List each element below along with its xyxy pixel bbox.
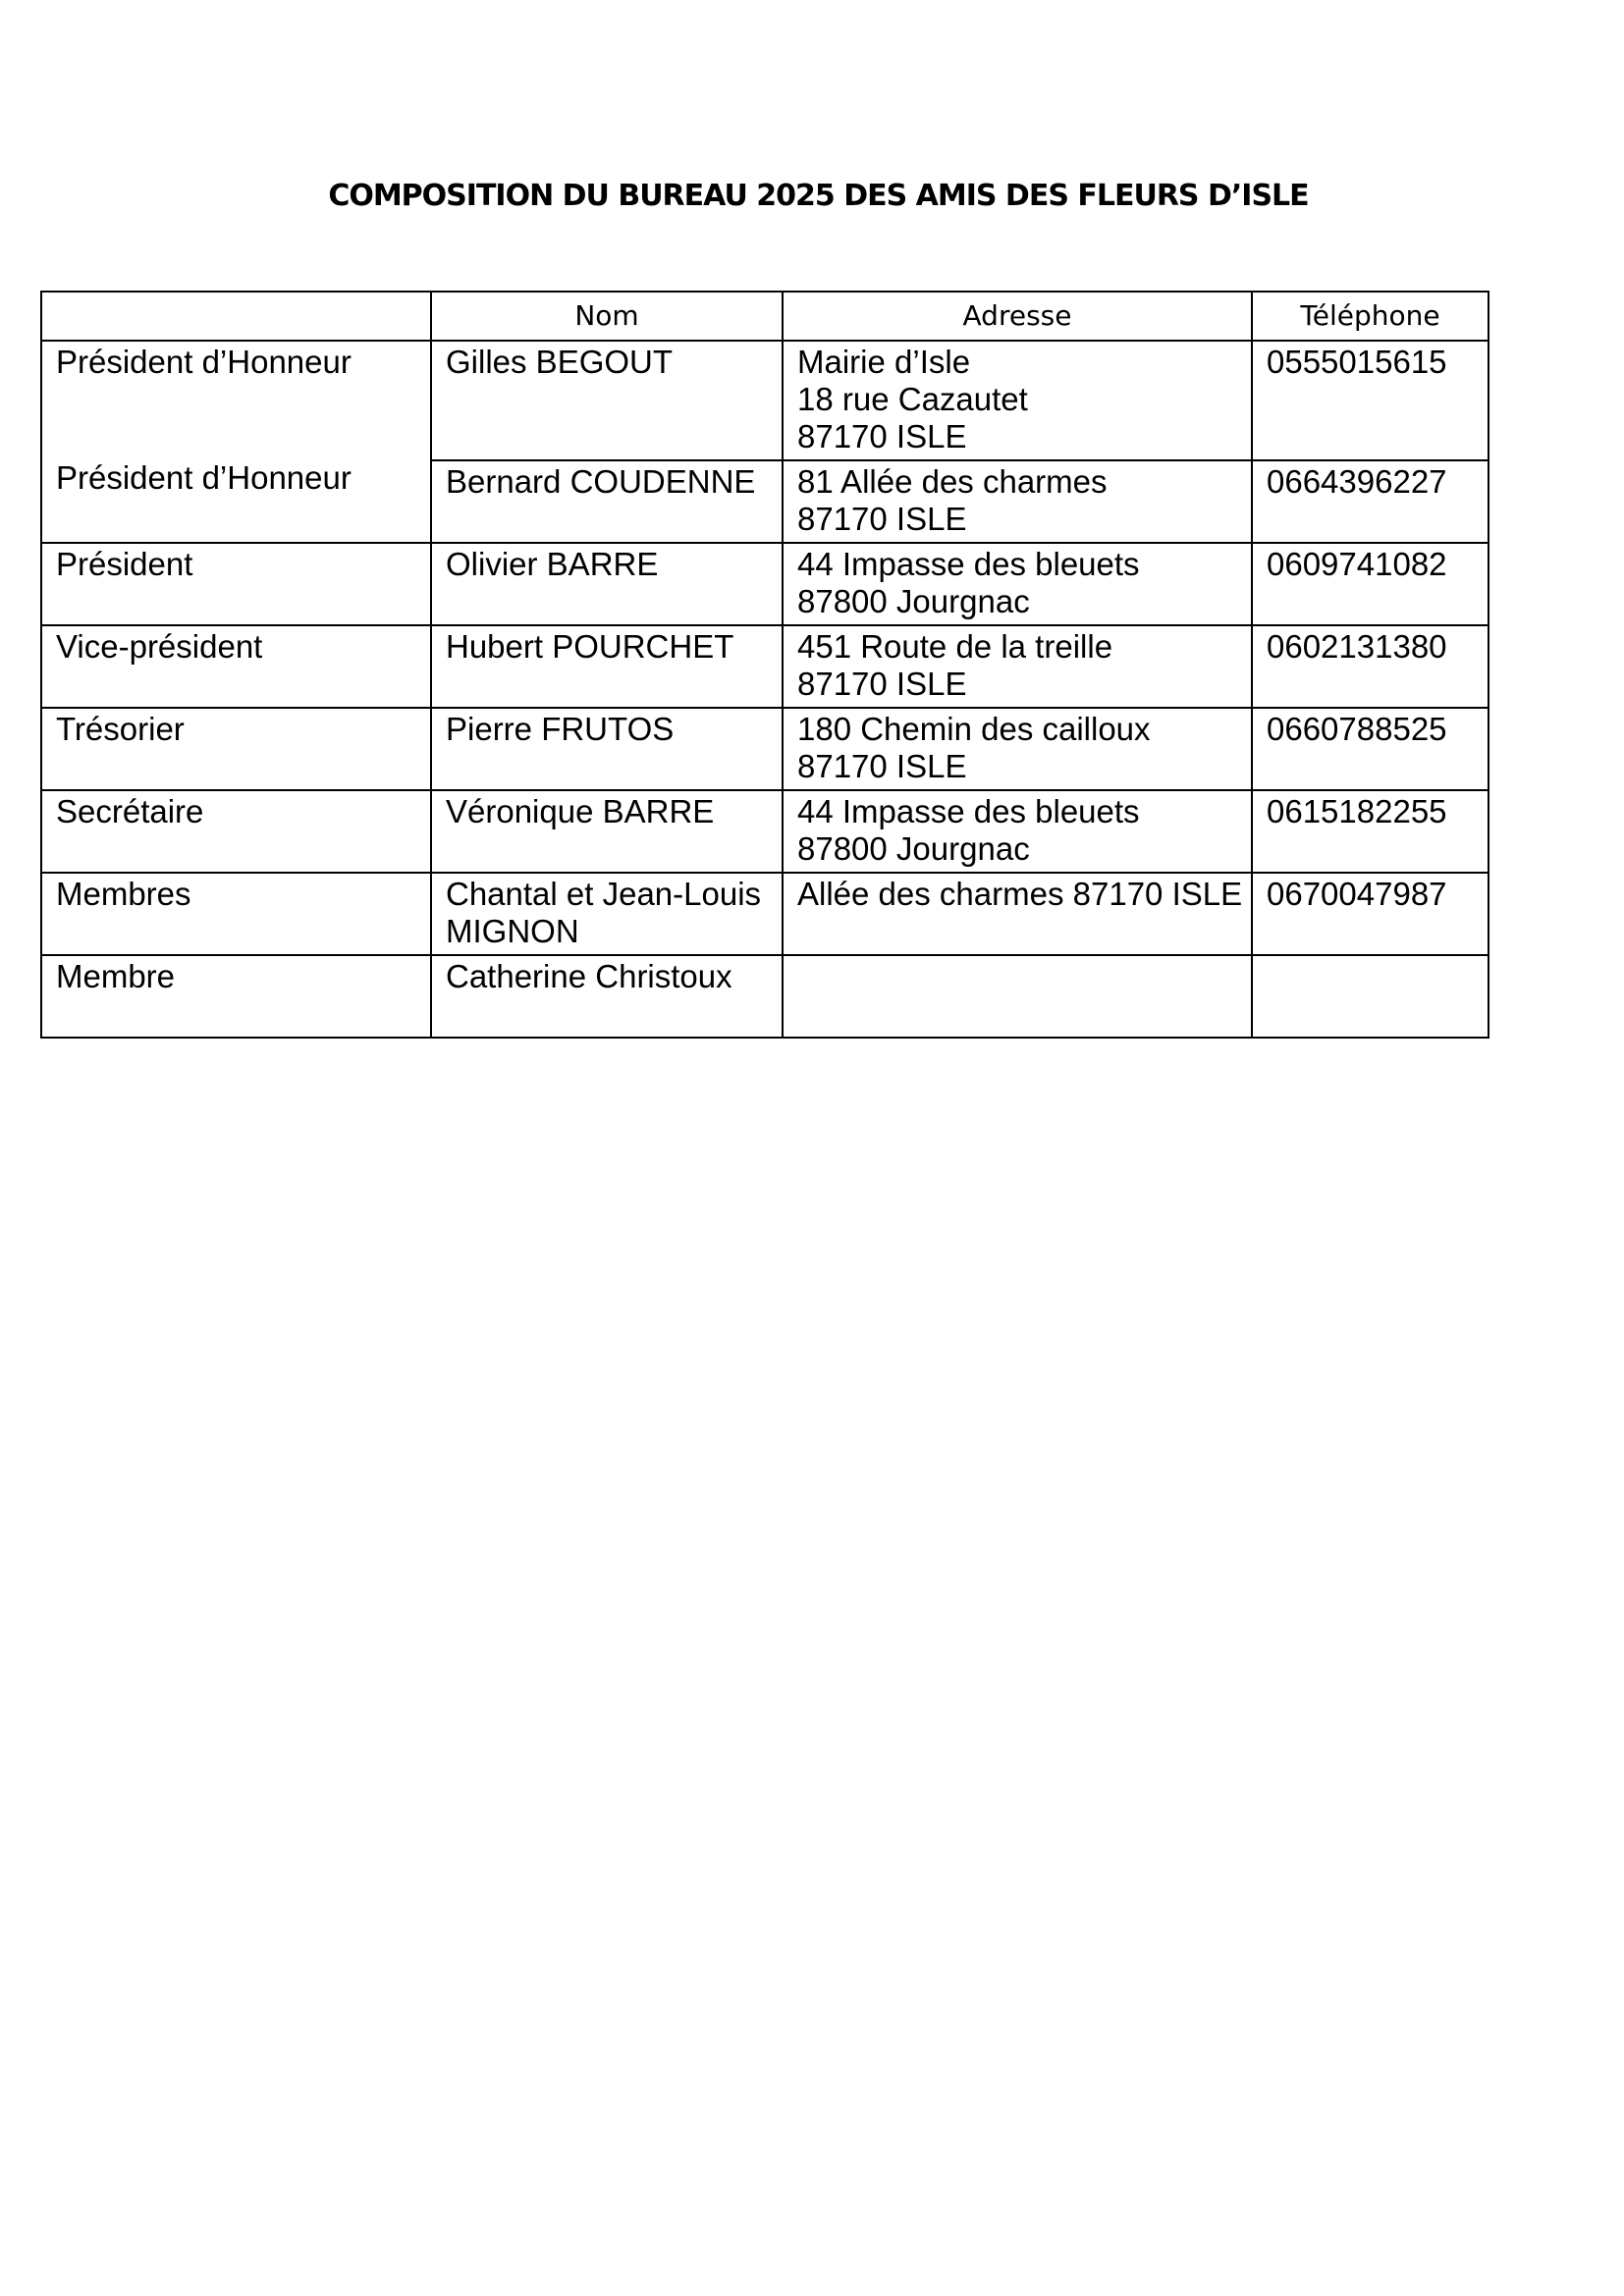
header-role [41, 292, 431, 341]
nom-cell: Chantal et Jean-Louis MIGNON [431, 873, 783, 955]
table-row [41, 790, 1489, 873]
nom-cell: Pierre FRUTOS [431, 708, 783, 790]
telephone-cell: 0664396227 [1252, 460, 1489, 543]
adresse-cell [783, 790, 1252, 873]
telephone-cell: 0609741082 [1252, 543, 1489, 625]
table-row [41, 708, 1489, 790]
table-row [41, 543, 1489, 625]
telephone-cell: 0615182255 [1252, 790, 1489, 873]
role-cell: Membre [41, 955, 431, 1038]
adresse-cell [783, 625, 1252, 708]
adresse-line: 44 Impasse des bleuets [797, 793, 1140, 829]
adresse-cell [783, 341, 1252, 460]
nom-cell: Olivier BARRE [431, 543, 783, 625]
adresse-line: 451 Route de la treille [797, 628, 1113, 665]
adresse-cell [783, 460, 1252, 543]
role-cell: Membres [41, 873, 431, 955]
role-cell [41, 341, 431, 543]
adresse-cell [783, 873, 1252, 955]
role-label: Président d’Honneur [56, 344, 352, 380]
nom-cell: Hubert POURCHET [431, 625, 783, 708]
role-cell: Président [41, 543, 431, 625]
adresse-line: 87170 ISLE [797, 501, 967, 537]
role-label: Président d’Honneur [56, 459, 352, 496]
nom-cell: Catherine Christoux [431, 955, 783, 1038]
nom-cell: Gilles BEGOUT [431, 341, 783, 460]
telephone-cell [1252, 955, 1489, 1038]
adresse-line: 87800 Jourgnac [797, 830, 1030, 867]
document-title: COMPOSITION DU BUREAU 2025 DES AMIS DES FLEURS D’ISLE [328, 179, 1309, 213]
header-adresse: Adresse [783, 292, 1252, 341]
table-row [41, 873, 1489, 955]
table-row [41, 625, 1489, 708]
telephone-cell: 0555015615 [1252, 341, 1489, 460]
adresse-line: 180 Chemin des cailloux [797, 711, 1151, 747]
header-telephone: Téléphone [1252, 292, 1489, 341]
bureau-table [40, 291, 1489, 1039]
adresse-line: 87170 ISLE [797, 418, 967, 454]
role-cell: Secrétaire [41, 790, 431, 873]
adresse-line: 87170 ISLE [797, 748, 967, 784]
nom-cell: Bernard COUDENNE [431, 460, 783, 543]
adresse-line: Mairie d’Isle [797, 344, 971, 380]
telephone-cell: 0670047987 [1252, 873, 1489, 955]
adresse-line: 81 Allée des charmes [797, 463, 1108, 500]
adresse-line: Allée des charmes 87170 ISLE [797, 876, 1243, 912]
adresse-cell [783, 708, 1252, 790]
role-cell: Vice-président [41, 625, 431, 708]
adresse-line: 87800 Jourgnac [797, 583, 1030, 619]
adresse-cell [783, 955, 1252, 1038]
role-cell: Trésorier [41, 708, 431, 790]
adresse-line: 87170 ISLE [797, 666, 967, 702]
table-row [41, 955, 1489, 1038]
header-nom: Nom [431, 292, 783, 341]
table-row [41, 341, 1489, 460]
table-header-row [41, 292, 1489, 341]
adresse-line: 18 rue Cazautet [797, 381, 1028, 417]
telephone-cell: 0602131380 [1252, 625, 1489, 708]
telephone-cell: 0660788525 [1252, 708, 1489, 790]
adresse-line: 44 Impasse des bleuets [797, 546, 1140, 582]
nom-cell: Véronique BARRE [431, 790, 783, 873]
adresse-cell [783, 543, 1252, 625]
